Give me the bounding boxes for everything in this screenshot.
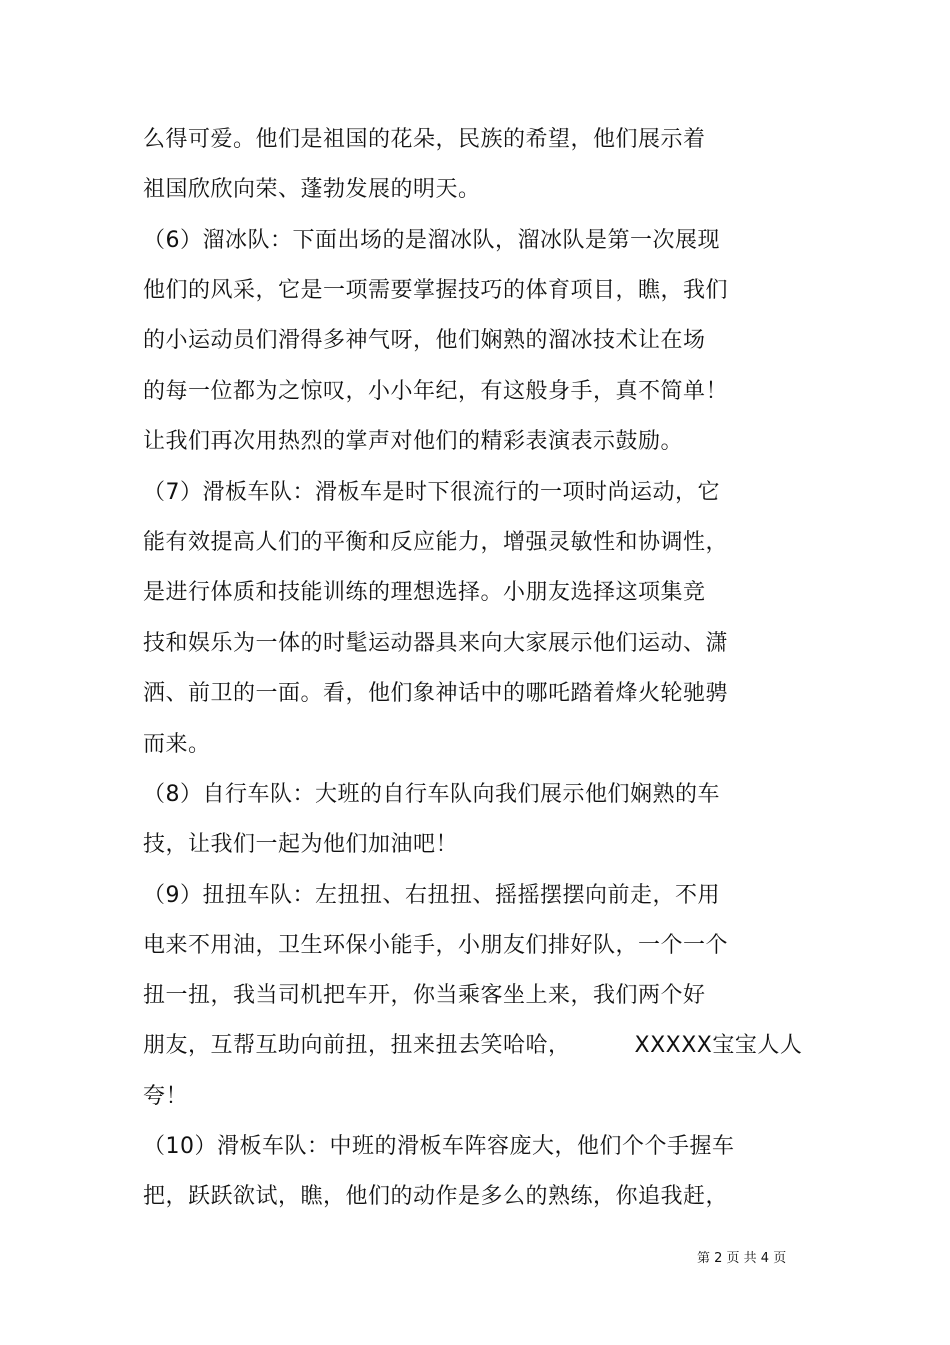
text-line-10: 是进行体质和技能训练的理想选择。小朋友选择这项集竞 [143,580,706,605]
text-line-8: （7）滑板车队：滑板车是时下很流行的一项时尚运动，它 [143,480,720,505]
text-line-13: 而来。 [143,732,211,757]
text-line-20: 夸！ [143,1084,189,1109]
text-line-6: 的每一位都为之惊叹，小小年纪，有这般身手，真不简单！ [143,379,729,404]
text-line-7: 让我们再次用热烈的掌声对他们的精彩表演表示鼓励。 [143,429,684,454]
text-line-21: （10）滑板车队：中班的滑板车阵容庞大，他们个个手握车 [143,1134,735,1159]
text-line-11: 技和娱乐为一体的时髦运动器具来向大家展示他们运动、潇 [143,631,729,656]
text-line-9: 能有效提高人们的平衡和反应能力，增强灵敏性和协调性， [143,530,729,555]
text-line-19 [143,1032,802,1060]
text-line-22: 把，跃跃欲试，瞧，他们的动作是多么的熟练，你追我赶， [143,1184,729,1209]
text-line-3: （6）溜冰队：下面出场的是溜冰队，溜冰队是第一次展现 [143,228,720,253]
text-line-5: 的小运动员们滑得多神气呀，他们娴熟的溜冰技术让在场 [143,328,706,353]
text-line-14: （8）自行车队：大班的自行车队向我们展示他们娴熟的车 [143,782,720,807]
text-line-4: 他们的风采，它是一项需要掌握技巧的体育项目，瞧，我们 [143,278,729,303]
text-line-15: 技，让我们一起为他们加油吧！ [143,832,459,857]
text-line-1: 么得可爱。他们是祖国的花朵，民族的希望，他们展示着 [143,127,706,152]
text-line-12: 洒、前卫的一面。看，他们象神话中的哪吒踏着烽火轮驰骋 [143,681,729,706]
text-line-19-part-2: XXXXX宝宝人人 [634,1033,803,1058]
text-line-17: 电来不用油，卫生环保小能手，小朋友们排好队，一个一个 [143,933,729,958]
text-line-2: 祖国欣欣向荣、蓬勃发展的明天。 [143,177,481,202]
text-line-16: （9）扭扭车队：左扭扭、右扭扭、摇摇摆摆向前走，不用 [143,883,720,908]
text-line-19-part-1: 朋友，互帮互助向前扭，扭来扭去笑哈哈， [143,1033,571,1058]
page-number-footer: 第 2 页 共 4 页 [697,1251,787,1266]
text-line-18: 扭一扭，我当司机把车开，你当乘客坐上来，我们两个好 [143,983,706,1008]
